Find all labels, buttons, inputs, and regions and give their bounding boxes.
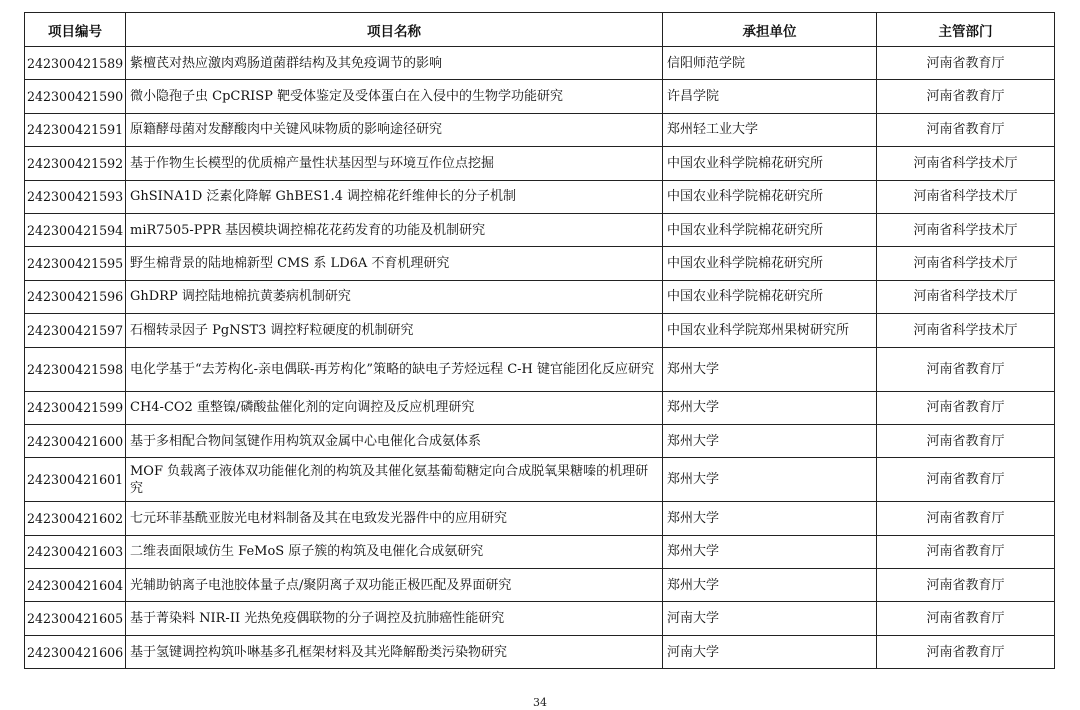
undertaking-unit-cell: 河南大学 [663,602,877,635]
undertaking-unit-cell: 河南大学 [663,635,877,668]
project-id-cell: 242300421606 [25,635,126,668]
competent-department-cell: 河南省教育厅 [877,391,1055,424]
project-id-cell: 242300421603 [25,535,126,568]
table-row [25,602,1055,635]
undertaking-unit-cell: 信阳师范学院 [663,47,877,80]
table-row [25,502,1055,535]
undertaking-unit-cell: 郑州大学 [663,502,877,535]
project-name-cell: 微小隐孢子虫 CpCRISP 靶受体鉴定及受体蛋白在入侵中的生物学功能研究 [126,80,663,113]
competent-department-cell: 河南省科学技术厅 [877,180,1055,213]
project-name-cell: 七元环菲基酰亚胺光电材料制备及其在电致发光器件中的应用研究 [126,502,663,535]
project-id-cell: 242300421592 [25,147,126,180]
table-row [25,280,1055,313]
project-id-cell: 242300421596 [25,280,126,313]
undertaking-unit-cell: 中国农业科学院郑州果树研究所 [663,314,877,347]
competent-department-cell: 河南省教育厅 [877,602,1055,635]
project-name-cell: 野生棉背景的陆地棉新型 CMS 系 LD6A 不育机理研究 [126,247,663,280]
competent-department-cell: 河南省科学技术厅 [877,213,1055,246]
table-row [25,569,1055,602]
project-name-cell: 基于菁染料 NIR-II 光热免疫偶联物的分子调控及抗肺癌性能研究 [126,602,663,635]
table-row [25,80,1055,113]
table-row [25,213,1055,246]
competent-department-cell: 河南省科学技术厅 [877,147,1055,180]
project-name-cell: 基于氢键调控构筑卟啉基多孔框架材料及其光降解酚类污染物研究 [126,635,663,668]
competent-department-cell: 河南省教育厅 [877,635,1055,668]
table-row [25,635,1055,668]
project-name-cell: 光辅助钠离子电池胶体量子点/聚阴离子双功能正极匹配及界面研究 [126,569,663,602]
page-number: 34 [533,696,547,709]
competent-department-cell: 河南省教育厅 [877,458,1055,502]
project-id-cell: 242300421590 [25,80,126,113]
table-row [25,180,1055,213]
project-table [24,12,1055,669]
undertaking-unit-cell: 郑州大学 [663,391,877,424]
undertaking-unit-cell: 中国农业科学院棉花研究所 [663,180,877,213]
undertaking-unit-cell: 许昌学院 [663,80,877,113]
header-undertaking-unit: 承担单位 [663,13,877,47]
project-id-cell: 242300421605 [25,602,126,635]
table-row [25,247,1055,280]
table-row [25,391,1055,424]
header-competent-department: 主管部门 [877,13,1055,47]
project-id-cell: 242300421602 [25,502,126,535]
competent-department-cell: 河南省教育厅 [877,502,1055,535]
project-name-cell: 紫檀芪对热应激肉鸡肠道菌群结构及其免疫调节的影响 [126,47,663,80]
project-name-cell: CH4-CO2 重整镍/磷酸盐催化剂的定向调控及反应机理研究 [126,391,663,424]
undertaking-unit-cell: 郑州大学 [663,569,877,602]
project-name-cell: 石榴转录因子 PgNST3 调控籽粒硬度的机制研究 [126,314,663,347]
table-row [25,47,1055,80]
header-project-name: 项目名称 [126,13,663,47]
undertaking-unit-cell: 中国农业科学院棉花研究所 [663,147,877,180]
project-id-cell: 242300421597 [25,314,126,347]
header-project-id: 项目编号 [25,13,126,47]
undertaking-unit-cell: 郑州大学 [663,458,877,502]
table-row [25,147,1055,180]
table-row [25,458,1055,502]
project-id-cell: 242300421599 [25,391,126,424]
competent-department-cell: 河南省教育厅 [877,424,1055,457]
competent-department-cell: 河南省科学技术厅 [877,314,1055,347]
competent-department-cell: 河南省教育厅 [877,80,1055,113]
undertaking-unit-cell: 中国农业科学院棉花研究所 [663,213,877,246]
project-name-cell: GhDRP 调控陆地棉抗黄萎病机制研究 [126,280,663,313]
competent-department-cell: 河南省教育厅 [877,113,1055,146]
project-name-cell: 二维表面限域仿生 FeMoS 原子簇的构筑及电催化合成氨研究 [126,535,663,568]
project-id-cell: 242300421595 [25,247,126,280]
project-id-cell: 242300421601 [25,458,126,502]
table-row [25,424,1055,457]
project-id-cell: 242300421604 [25,569,126,602]
project-id-cell: 242300421589 [25,47,126,80]
project-id-cell: 242300421598 [25,347,126,391]
project-name-cell: MOF 负载离子液体双功能催化剂的构筑及其催化氨基葡萄糖定向合成脱氧果糖嗪的机理研究 [126,458,663,502]
undertaking-unit-cell: 郑州大学 [663,347,877,391]
project-name-cell: miR7505-PPR 基因模块调控棉花花药发育的功能及机制研究 [126,213,663,246]
table-row [25,347,1055,391]
project-id-cell: 242300421594 [25,213,126,246]
undertaking-unit-cell: 郑州大学 [663,424,877,457]
table-body [25,47,1055,669]
undertaking-unit-cell: 郑州大学 [663,535,877,568]
undertaking-unit-cell: 郑州轻工业大学 [663,113,877,146]
table-header-row [25,13,1055,47]
project-name-cell: 原籍酵母菌对发酵酸肉中关键风味物质的影响途径研究 [126,113,663,146]
competent-department-cell: 河南省科学技术厅 [877,280,1055,313]
project-name-cell: 基于多相配合物间氢键作用构筑双金属中心电催化合成氨体系 [126,424,663,457]
competent-department-cell: 河南省教育厅 [877,535,1055,568]
competent-department-cell: 河南省教育厅 [877,569,1055,602]
table-row [25,535,1055,568]
undertaking-unit-cell: 中国农业科学院棉花研究所 [663,247,877,280]
project-name-cell: 电化学基于“去芳构化-亲电偶联-再芳构化”策略的缺电子芳烃远程 C-H 键官能团化反应研究 [126,347,663,391]
project-name-cell: 基于作物生长模型的优质棉产量性状基因型与环境互作位点挖掘 [126,147,663,180]
project-id-cell: 242300421591 [25,113,126,146]
undertaking-unit-cell: 中国农业科学院棉花研究所 [663,280,877,313]
project-id-cell: 242300421593 [25,180,126,213]
table-row [25,113,1055,146]
competent-department-cell: 河南省教育厅 [877,47,1055,80]
project-name-cell: GhSINA1D 泛素化降解 GhBES1.4 调控棉花纤维伸长的分子机制 [126,180,663,213]
table-row [25,314,1055,347]
competent-department-cell: 河南省科学技术厅 [877,247,1055,280]
project-id-cell: 242300421600 [25,424,126,457]
competent-department-cell: 河南省教育厅 [877,347,1055,391]
